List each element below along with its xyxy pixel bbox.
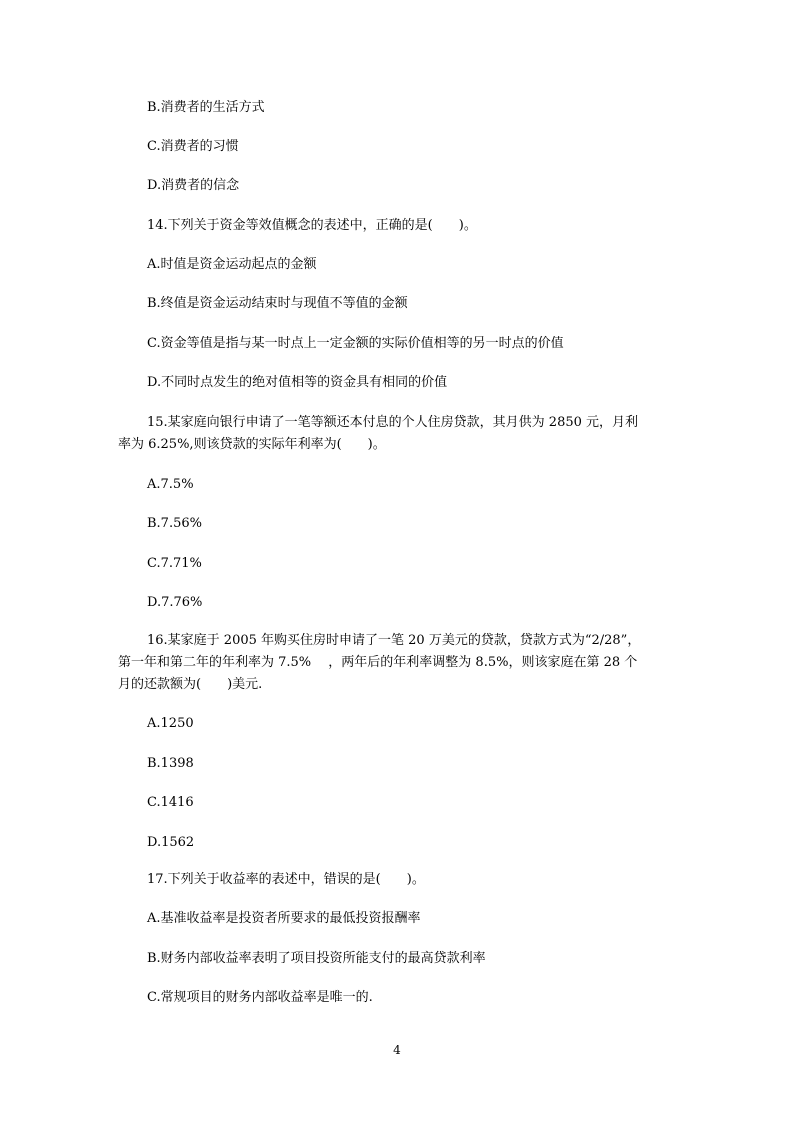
q15-option-b: B.7.56% — [147, 516, 202, 531]
q14-option-d: D.不同时点发生的绝对值相等的资金具有相同的价值 — [147, 375, 448, 390]
q16-stem-line-2: 第一年和第二年的年利率为 7.5% ，两年后的年利率调整为 8.5%，则该家庭在第 28 个 — [118, 655, 638, 670]
q15-stem-line-2: 率为 6.25%,则该贷款的实际年利率为( )。 — [118, 437, 386, 452]
q16-option-b: B.1398 — [147, 756, 194, 771]
q14-stem: 14.下列关于资金等效值概念的表述中，正确的是( )。 — [147, 218, 477, 233]
q17-option-b: B.财务内部收益率表明了项目投资所能支付的最高贷款利率 — [147, 951, 486, 966]
q17-option-c: C.常规项目的财务内部收益率是唯一的. — [147, 990, 373, 1005]
q16-option-c: C.1416 — [147, 795, 194, 810]
q16-stem-line-3: 月的还款额为( )美元. — [118, 677, 263, 692]
q17-stem: 17.下列关于收益率的表述中，错误的是( )。 — [147, 872, 425, 887]
q13-option-d: D.消费者的信念 — [147, 178, 240, 193]
q14-option-b: B.终值是资金运动结束时与现值不等值的金额 — [147, 296, 408, 311]
q15-option-d: D.7.76% — [147, 595, 203, 610]
q13-option-b: B.消费者的生活方式 — [147, 100, 265, 115]
q16-stem-line-1: 16.某家庭于 2005 年购买住房时申请了一笔 20 万美元的贷款，贷款方式为“2/28”， — [147, 633, 641, 648]
q17-option-a: A.基准收益率是投资者所要求的最低投资报酬率 — [147, 911, 421, 926]
page-number: 4 — [393, 1043, 401, 1057]
q15-stem-line-1: 15.某家庭向银行申请了一笔等额还本付息的个人住房贷款，其月供为 2850 元，月利 — [147, 415, 639, 430]
q14-option-c: C.资金等值是指与某一时点上一定金额的实际价值相等的另一时点的价值 — [147, 336, 564, 351]
q13-option-c: C.消费者的习惯 — [147, 139, 239, 154]
q14-option-a: A.时值是资金运动起点的金额 — [147, 257, 317, 272]
q16-option-a: A.1250 — [147, 716, 194, 731]
q15-option-c: C.7.71% — [147, 556, 202, 571]
q15-option-a: A.7.5% — [147, 477, 194, 492]
q16-option-d: D.1562 — [147, 835, 195, 850]
